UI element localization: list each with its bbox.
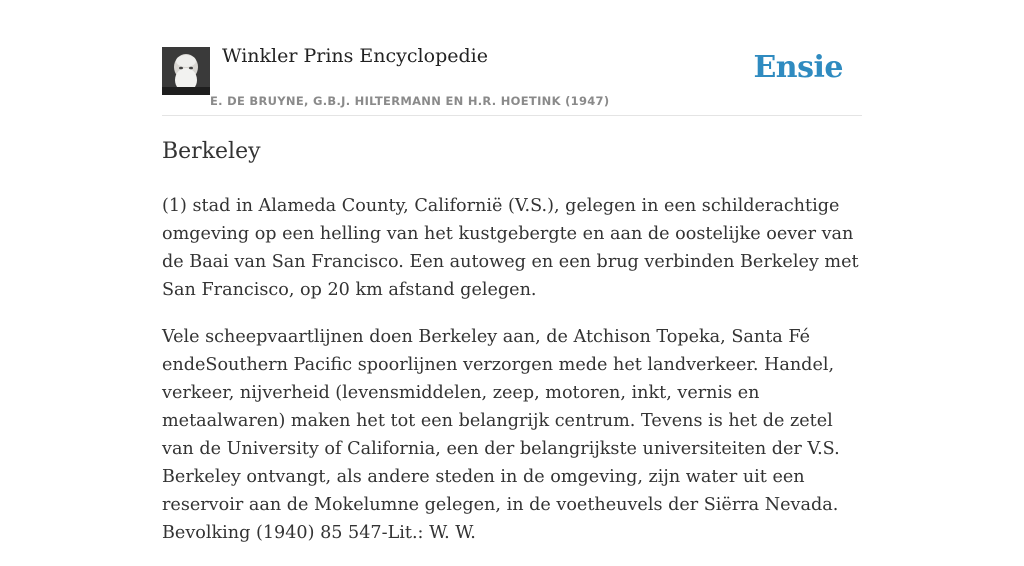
site-logo[interactable]: Ensie xyxy=(753,50,843,85)
site-header xyxy=(162,0,862,116)
article-paragraph-2: Vele scheepvaartlijnen doen Berkeley aan, de Atchison Topeka, Santa Fé endeSouthern Pacific spoorlijnen verzorgen mede het landverkeer. Handel, verkeer, nijverheid (levensmiddelen, zeep, motoren, inkt, vernis en metaalwaren) maken het tot een belangrijk centrum. Tevens is het de zetel van de University of California, een der belangrijkste universiteiten der V.S. Berkeley ontvangt, als andere steden in de omgeving, zijn water uit een reservoir aan de Mokelumne gelegen, in de voetheuvels der Siërra Nevada. Bevolking (1940) 85 547-Lit.: W. W. xyxy=(162,327,840,543)
site-title[interactable]: Winkler Prins Encyclopedie xyxy=(222,45,488,67)
article-paragraph-1: (1) stad in Alameda County, Californië (V.S.), gelegen in een schilderachtige omgeving op een helling van het kustgebergte en aan de oostelijke oever van de Baai van San Francisco. Een autoweg en een brug verbinden Berkeley met San Francisco, op 20 km afstand gelegen. xyxy=(162,196,859,300)
article-headword: Berkeley xyxy=(162,139,261,164)
article-body xyxy=(162,192,862,566)
portrait-icon xyxy=(162,47,210,95)
avatar[interactable] xyxy=(162,47,210,95)
authors-line: E. DE BRUYNE, G.B.J. HILTERMANN EN H.R. HOETINK (1947) xyxy=(210,94,610,108)
